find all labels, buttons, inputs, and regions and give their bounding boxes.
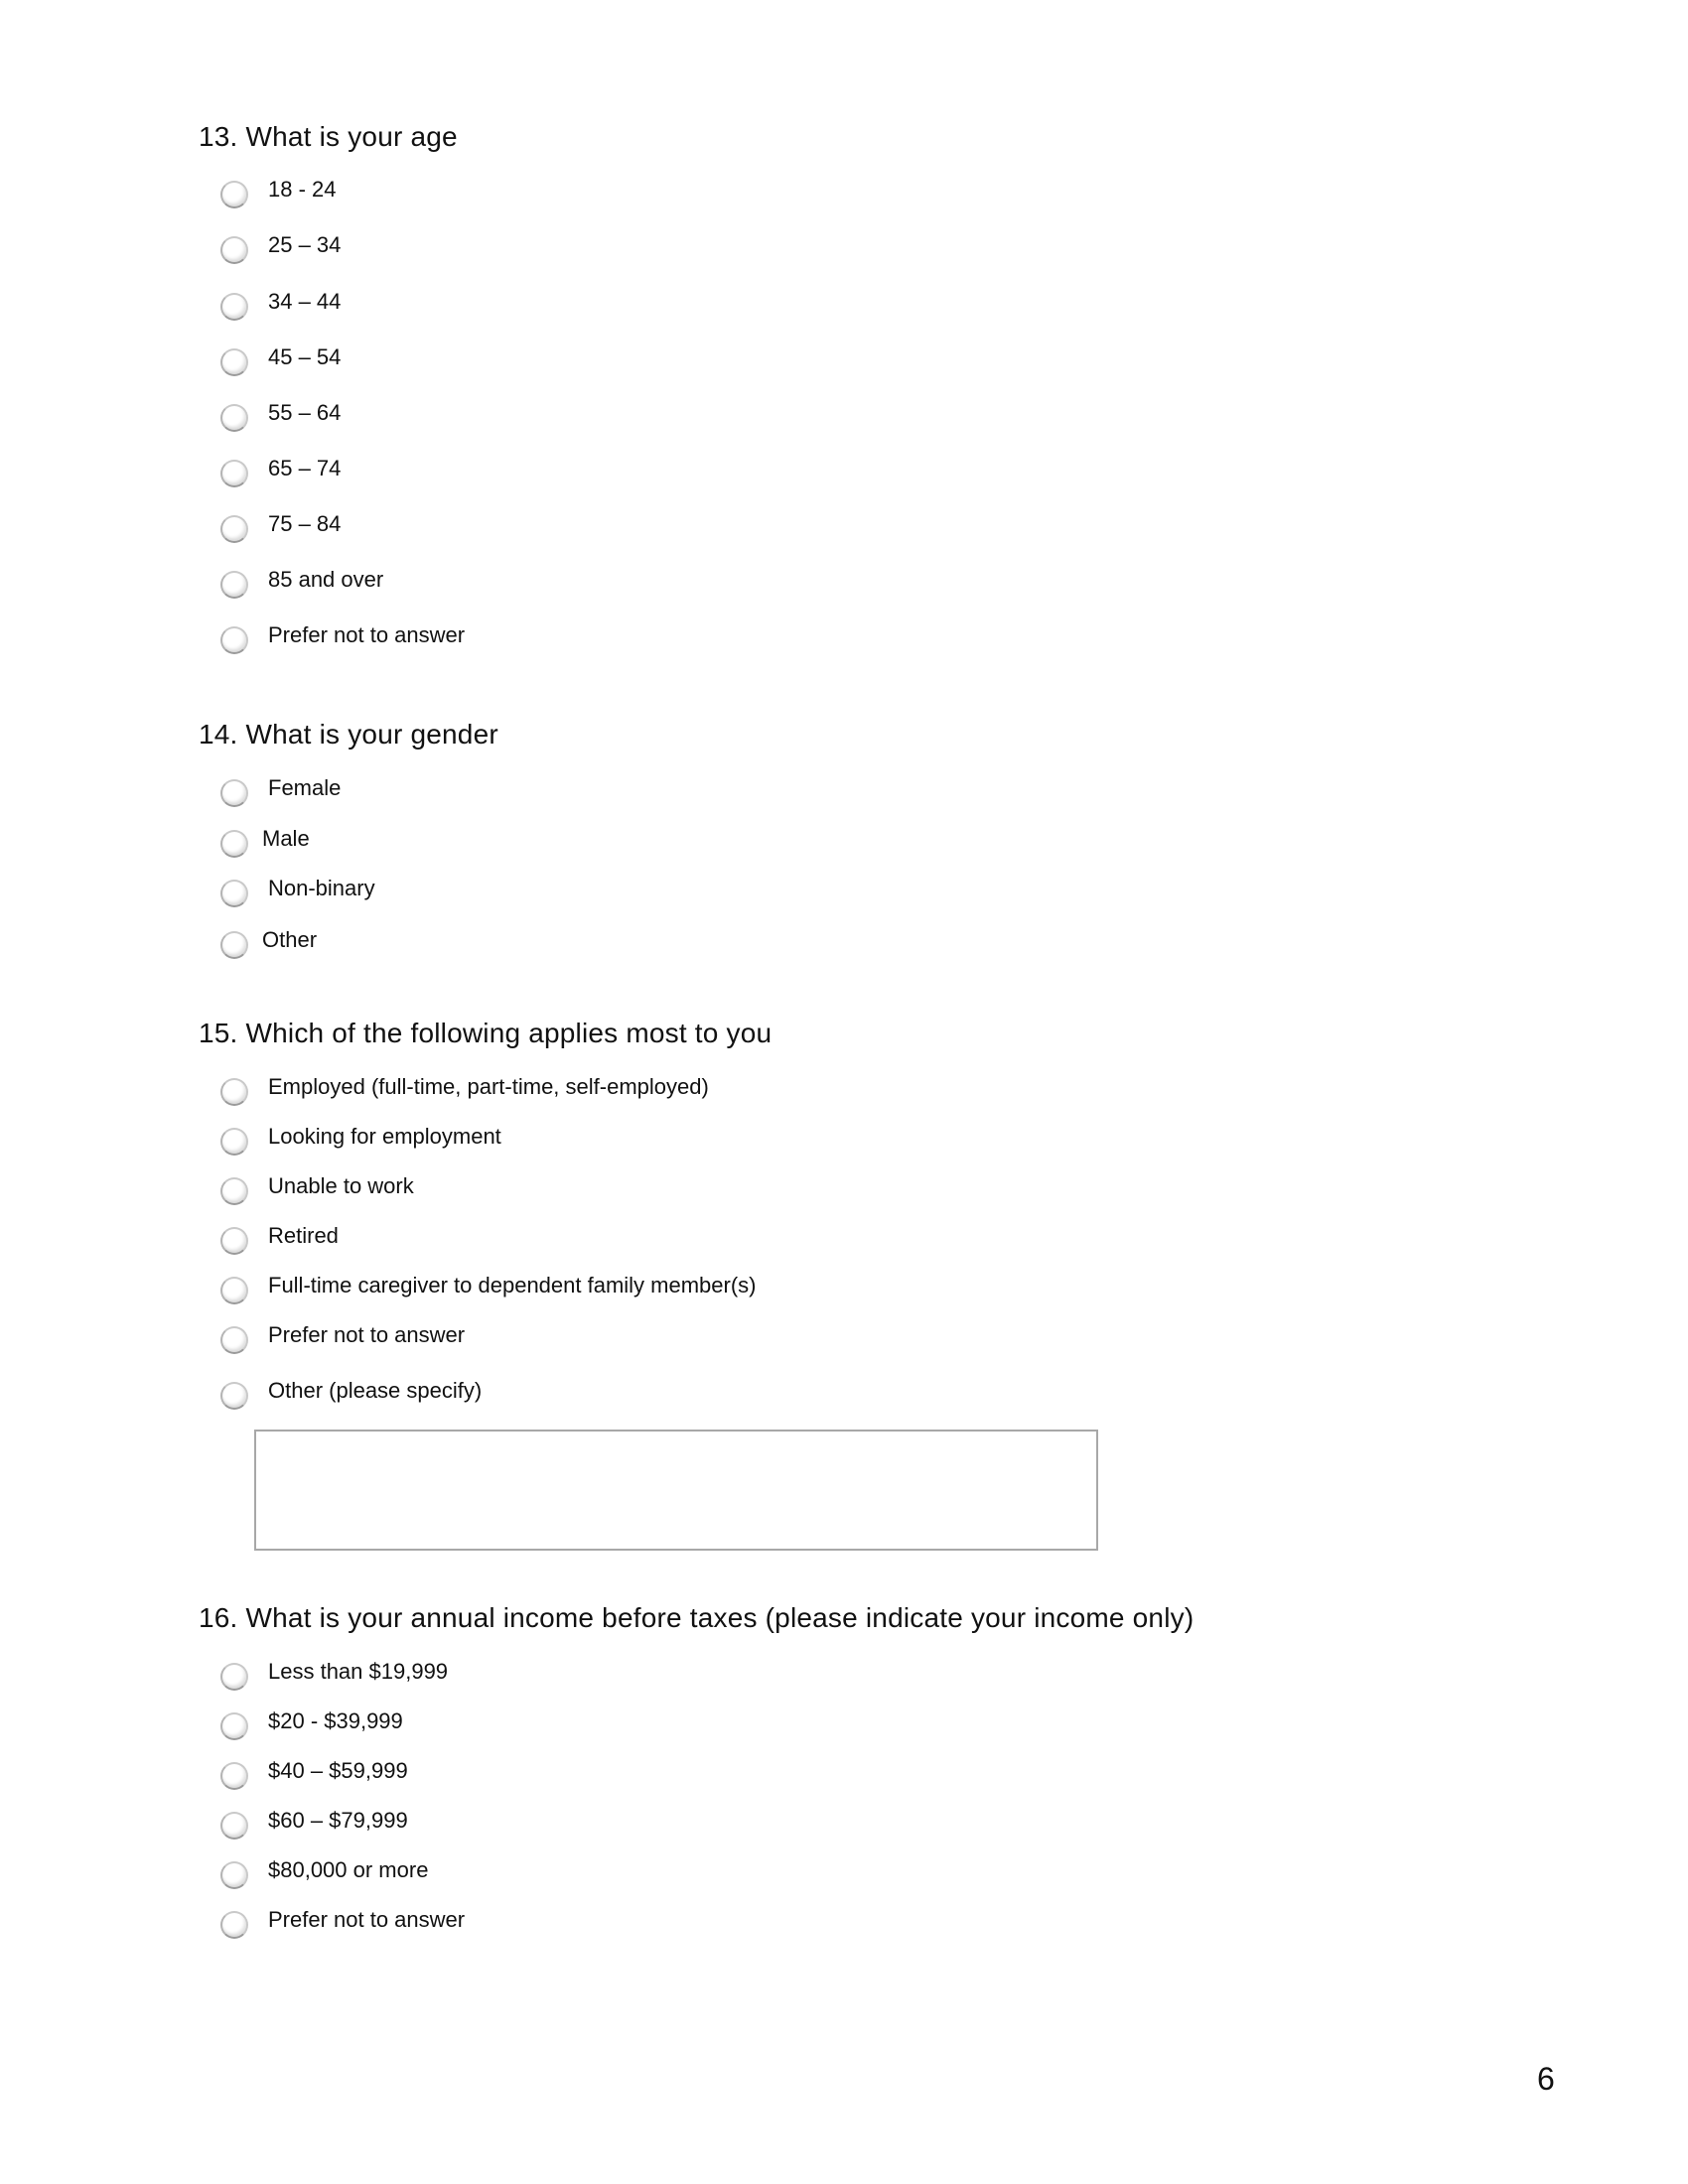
option-label: 55 – 64	[268, 400, 342, 425]
option-label: 25 – 34	[268, 232, 342, 257]
option-label: 85 and over	[268, 567, 384, 592]
radio-button[interactable]	[220, 348, 248, 376]
employment-option-retired[interactable]	[220, 1223, 1114, 1267]
employment-option-caregiver[interactable]	[220, 1273, 1114, 1316]
income-option-under-19999[interactable]	[220, 1659, 1114, 1703]
income-option-60-79999[interactable]	[220, 1808, 1114, 1851]
question-15-title: 15. Which of the following applies most to you	[199, 1018, 773, 1048]
radio-button[interactable]	[220, 571, 248, 599]
option-label: 65 – 74	[268, 456, 342, 480]
age-option-75-84[interactable]	[220, 511, 1114, 555]
age-option-55-64[interactable]	[220, 400, 1114, 444]
option-label: 45 – 54	[268, 344, 342, 369]
option-label: $60 – $79,999	[268, 1808, 408, 1833]
radio-button[interactable]	[220, 236, 248, 264]
option-label: Retired	[268, 1223, 339, 1248]
option-label: $40 – $59,999	[268, 1758, 408, 1783]
question-16-title: 16. What is your annual income before taxes (please indicate your income only)	[199, 1602, 1195, 1633]
option-label: Other (please specify)	[268, 1378, 483, 1403]
radio-button[interactable]	[220, 460, 248, 487]
age-option-34-44[interactable]	[220, 289, 1114, 333]
option-label: Employed (full-time, part-time, self-employed)	[268, 1074, 709, 1099]
option-label: Non-binary	[268, 876, 375, 900]
employment-option-employed[interactable]	[220, 1074, 1114, 1118]
age-option-85-over[interactable]	[220, 567, 1114, 611]
question-13-title: 13. What is your age	[199, 121, 458, 152]
gender-option-male[interactable]	[220, 826, 1114, 870]
radio-button[interactable]	[220, 1277, 248, 1304]
option-label: $80,000 or more	[268, 1857, 429, 1882]
radio-button[interactable]	[220, 1762, 248, 1790]
employment-option-unable[interactable]	[220, 1173, 1114, 1217]
gender-option-other[interactable]	[220, 927, 1114, 971]
radio-button[interactable]	[220, 1712, 248, 1740]
radio-button[interactable]	[220, 931, 248, 959]
gender-option-non-binary[interactable]	[220, 876, 1114, 919]
age-option-prefer-not[interactable]	[220, 622, 1114, 666]
age-option-65-74[interactable]	[220, 456, 1114, 499]
radio-button[interactable]	[220, 626, 248, 654]
employment-option-looking[interactable]	[220, 1124, 1114, 1167]
option-label: $20 - $39,999	[268, 1708, 403, 1733]
radio-button[interactable]	[220, 1078, 248, 1106]
radio-button[interactable]	[220, 880, 248, 907]
radio-button[interactable]	[220, 779, 248, 807]
employment-option-prefer-not[interactable]	[220, 1322, 1114, 1366]
income-option-prefer-not[interactable]	[220, 1907, 1114, 1951]
other-specify-textbox[interactable]	[254, 1430, 1098, 1551]
radio-button[interactable]	[220, 1663, 248, 1691]
income-option-20-39999[interactable]	[220, 1708, 1114, 1752]
radio-button[interactable]	[220, 404, 248, 432]
radio-button[interactable]	[220, 1382, 248, 1410]
option-label: Prefer not to answer	[268, 1907, 466, 1932]
option-label: Female	[268, 775, 342, 800]
radio-button[interactable]	[220, 1911, 248, 1939]
radio-button[interactable]	[220, 830, 248, 858]
option-label: 34 – 44	[268, 289, 342, 314]
radio-button[interactable]	[220, 1128, 248, 1156]
radio-button[interactable]	[220, 1861, 248, 1889]
radio-button[interactable]	[220, 181, 248, 208]
option-label: Looking for employment	[268, 1124, 501, 1149]
option-label: 18 - 24	[268, 177, 337, 202]
radio-button[interactable]	[220, 515, 248, 543]
radio-button[interactable]	[220, 1177, 248, 1205]
option-label: Unable to work	[268, 1173, 414, 1198]
radio-button[interactable]	[220, 1326, 248, 1354]
gender-option-female[interactable]	[220, 775, 1114, 819]
option-label: Other	[262, 927, 318, 952]
age-option-45-54[interactable]	[220, 344, 1114, 388]
option-label: Full-time caregiver to dependent family member(s)	[268, 1273, 757, 1297]
radio-button[interactable]	[220, 1812, 248, 1840]
page-number: 6	[1537, 2061, 1555, 2097]
income-option-80000-more[interactable]	[220, 1857, 1114, 1901]
option-label: Male	[262, 826, 310, 851]
question-14-title: 14. What is your gender	[199, 719, 498, 750]
age-option-25-34[interactable]	[220, 232, 1114, 276]
radio-button[interactable]	[220, 1227, 248, 1255]
income-option-40-59999[interactable]	[220, 1758, 1114, 1802]
employment-option-other[interactable]	[220, 1378, 1114, 1422]
option-label: Prefer not to answer	[268, 1322, 466, 1347]
radio-button[interactable]	[220, 293, 248, 321]
age-option-18-24[interactable]	[220, 177, 1114, 220]
option-label: Less than $19,999	[268, 1659, 449, 1684]
option-label: 75 – 84	[268, 511, 342, 536]
option-label: Prefer not to answer	[268, 622, 466, 647]
